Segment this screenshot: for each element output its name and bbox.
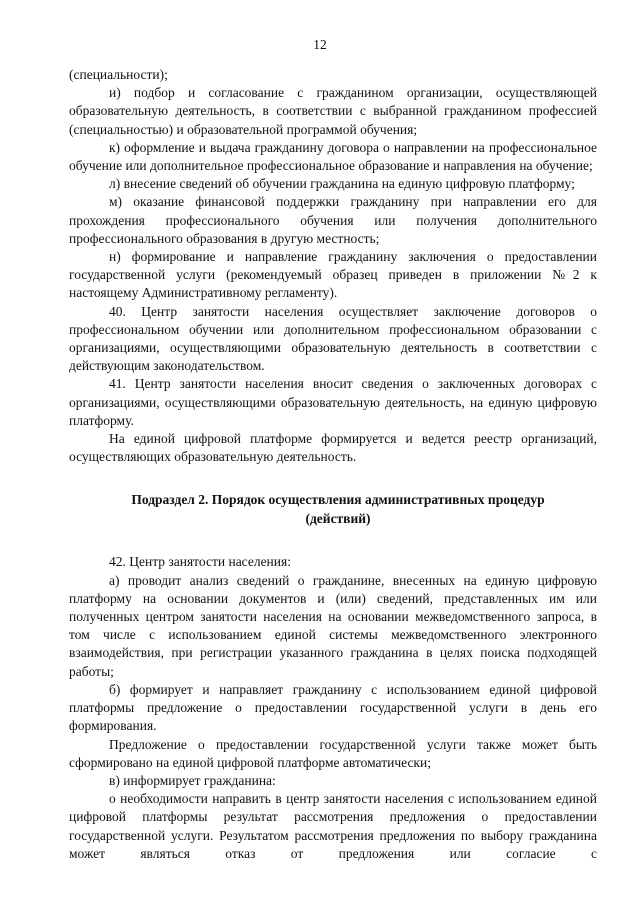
document-body [69,66,597,863]
paragraph-item-n: н) формирование и направление гражданину заключения о предоставлении государственной услуги (рекомендуемый образец приведен в приложении №2 к настоящему Административному регламенту). [69,249,597,301]
paragraph-continuation: (специальности); [69,67,168,82]
paragraph-42: 42. Центр занятости населения: [109,554,291,570]
paragraph-inform-necessity: о необходимости направить в центр занятости населения с использованием единой цифровой платформы результат рассмотрения предложения о предоставлении государственной услуги. Результатом рассмотрения предложения по выбору гражданина может являться отказ от предложения или согласие с [69,791,597,861]
paragraph-41: 41. Центр занятости населения вносит сведения о заключенных договорах с организациями, осуществляющими образовательную деятельность, на единую цифровую платформу. [69,376,597,428]
paragraph-item-m: м) оказание финансовой поддержки гражданину при направлении его для прохождения профессионального обучения или получения дополнительного профессионального образования в другую местность; [69,194,597,246]
paragraph-registry: На единой цифровой платформе формируется и ведется реестр организаций, осуществляющих образовательную деятельность. [69,431,597,465]
page-number: 12 [313,37,327,52]
paragraph-item-i: и) подбор и согласование с гражданином организации, осуществляющей образовательную деятельность, в соответствии с выбранной гражданином профессией (специальностью) и образовательной программой обучения; [69,85,597,137]
paragraph-42-a: а) проводит анализ сведений о гражданине, внесенных на единую цифровую платформу на основании документов и (или) сведений, представленных им или полученных центром занятости населения на основании межведомственного запроса, в том числе с использованием единой системы межведомственного электронного взаимодействия, при регистрации указанного гражданина в целях поиска подходящей работы; [69,572,597,679]
paragraph-item-k: к) оформление и выдача гражданину договора о направлении на профессиональное обучение или дополнительное профессиональное образование и направления на обучение; [69,139,597,174]
paragraph-item-l: л) внесение сведений об обучении гражданина на единую цифровую платформу; [109,176,575,192]
paragraph-42-b: б) формирует и направляет гражданину с использованием единой цифровой платформы предложение о предоставлении государственной услуги в день его формирования. [69,681,597,734]
paragraph-offer-auto: Предложение о предоставлении государственной услуги также может быть сформировано на единой цифровой платформе автоматически; [69,736,597,770]
paragraph-42-v: в) информирует гражданина: [109,772,276,788]
paragraph-40: 40. Центр занятости населения осуществляет заключение договоров о профессиональном обучении или дополнительном профессиональном образовании с организациями, осуществляющими образовательную деятельность в соответствии с действующим законодательством. [69,303,597,374]
section-heading: Подраздел 2. Порядок осуществления административных процедур (действий) [131,492,545,526]
